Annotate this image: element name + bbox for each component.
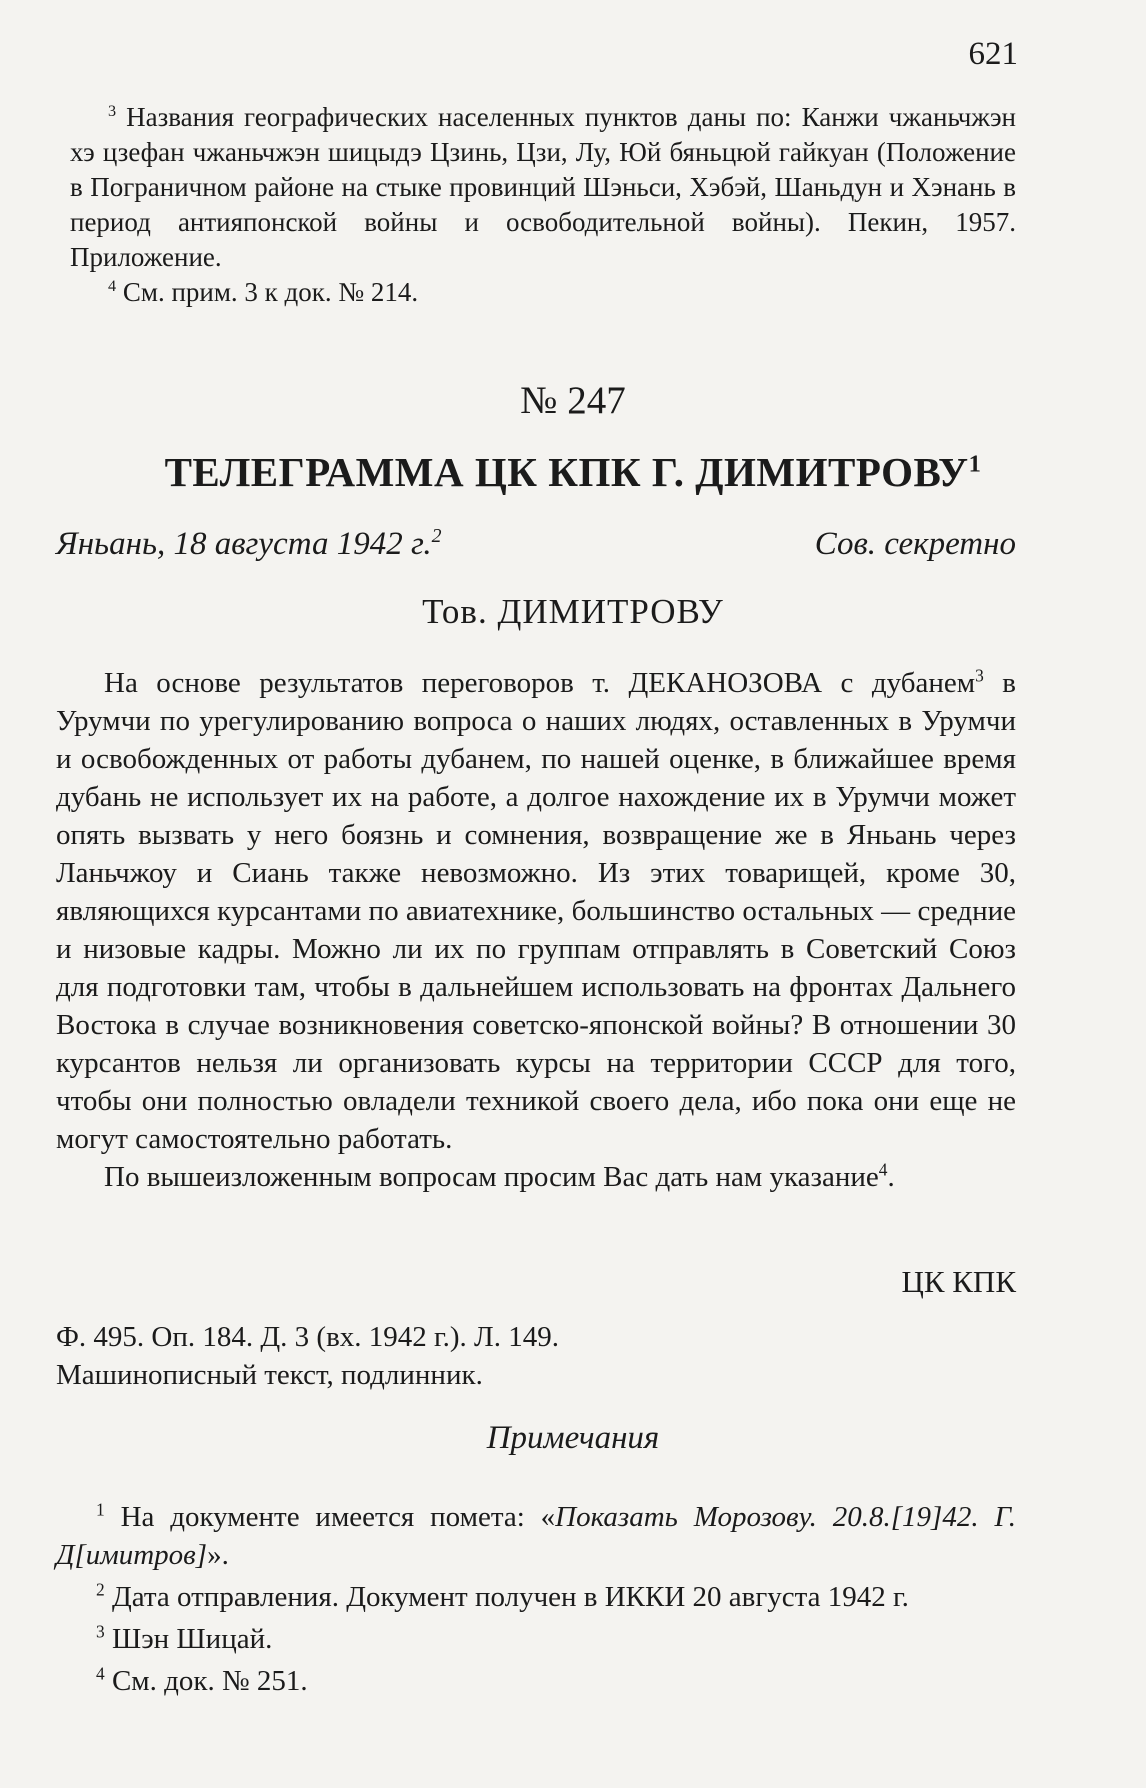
note-marker: 1	[96, 1499, 105, 1520]
dateline	[56, 526, 1016, 563]
addressee: Тов. ДИМИТРОВУ	[422, 592, 724, 631]
note-1-italic: Показать Морозову. 20.8.[19]42. Г. Д[имитров]	[56, 1501, 1017, 1571]
footnote-text: Названия географических населенных пунктов даны по: Канжи чжаньчжэн хэ цзефан чжаньчжэн шицыдэ Цзинь, Цзи, Лу, Юй бяньцюй гайкуан (Положение в Пограничном районе на стыке провинций Шэньси, Хэбэй, Шаньдун и Хэнань в период антияпонской войны и освободительной войны). Пекин, 1957. Приложение.	[70, 102, 1016, 272]
paragraph-2-note-marker: 4	[878, 1159, 888, 1180]
archive-desc-line: Машинописный текст, подлинник.	[56, 1359, 483, 1391]
top-footnotes	[70, 100, 1016, 310]
document-title	[0, 448, 1146, 496]
footnote-3	[70, 100, 1016, 275]
notes-heading: Примечания	[486, 1420, 660, 1456]
place-date-text: Яньань, 18 августа 1942 г.	[56, 526, 432, 562]
telegram-body	[56, 664, 1016, 1196]
note-marker: 2	[96, 1579, 105, 1600]
paragraph-1-start: На основе результатов переговоров т. ДЕКАНОЗОВА с дубанем	[104, 667, 976, 699]
place-date	[56, 526, 442, 563]
footnote-marker: 4	[108, 277, 117, 295]
note-1	[56, 1498, 1016, 1574]
title-note-marker: 1	[968, 450, 982, 478]
note-1-post: ».	[207, 1539, 229, 1571]
note-2-text: Дата отправления. Документ получен в ИККИ 20 августа 1942 г.	[111, 1581, 909, 1613]
note-1-pre: На документе имеется помета: «	[120, 1501, 556, 1533]
note-marker: 3	[96, 1621, 105, 1642]
signature: ЦК КПК	[901, 1264, 1016, 1299]
notes-list	[56, 1498, 1016, 1704]
footnote-text: См. прим. 3 к док. № 214.	[122, 277, 419, 307]
paragraph-1-rest: в Урумчи по урегулированию вопроса о наших людях, оставленных в Урумчи и освобожденных от работы дубанем, по нашей оценке, в ближайшее время дубань не использует их на работе, а долгое нахождение их в Урумчи может опять вызвать у него боязнь и сомнения, возвращение же в Яньань через Ланьчжоу и Сиань также невозможно. Из этих товарищей, кроме 30, являющихся курсантами по авиатехнике, большинство остальных — средние и низовые кадры. Можно ли их по группам отправлять в Советский Союз для подготовки там, чтобы в дальнейшем использовать на фронтах Дальнего Востока в случае возникновения советско-японской войны? В отношении 30 курсантов нельзя ли организовать курсы на территории СССР для того, чтобы они полностью овладели техникой своего дела, ибо пока они еще не могут самостоятельно работать.	[56, 667, 1016, 1155]
note-3	[56, 1620, 1016, 1658]
paragraph-2-text: По вышеизложенным вопросам просим Вас дать нам указание	[104, 1161, 879, 1193]
page-number: 621	[968, 36, 1018, 72]
paragraph-1	[56, 664, 1016, 1158]
note-marker: 4	[96, 1663, 105, 1684]
place-date-note-marker: 2	[431, 525, 442, 547]
paragraph-2-end: .	[887, 1161, 895, 1193]
archive-reference	[56, 1318, 559, 1394]
title-text: ТЕЛЕГРАММА ЦК КПК Г. ДИМИТРОВУ	[164, 449, 969, 495]
document-number: № 247	[520, 379, 626, 422]
archive-ref-line: Ф. 495. Оп. 184. Д. 3 (вх. 1942 г.). Л. 149.	[56, 1321, 559, 1353]
note-4-text: См. док. № 251.	[111, 1665, 308, 1697]
footnote-4	[70, 275, 1016, 310]
footnote-marker: 3	[108, 102, 117, 120]
paragraph-1-note-marker: 3	[975, 665, 984, 686]
note-3-text: Шэн Шицай.	[111, 1623, 273, 1655]
paragraph-2	[56, 1158, 1016, 1196]
note-2	[56, 1578, 1016, 1616]
classification: Сов. секретно	[814, 526, 1016, 562]
note-4	[56, 1662, 1016, 1700]
